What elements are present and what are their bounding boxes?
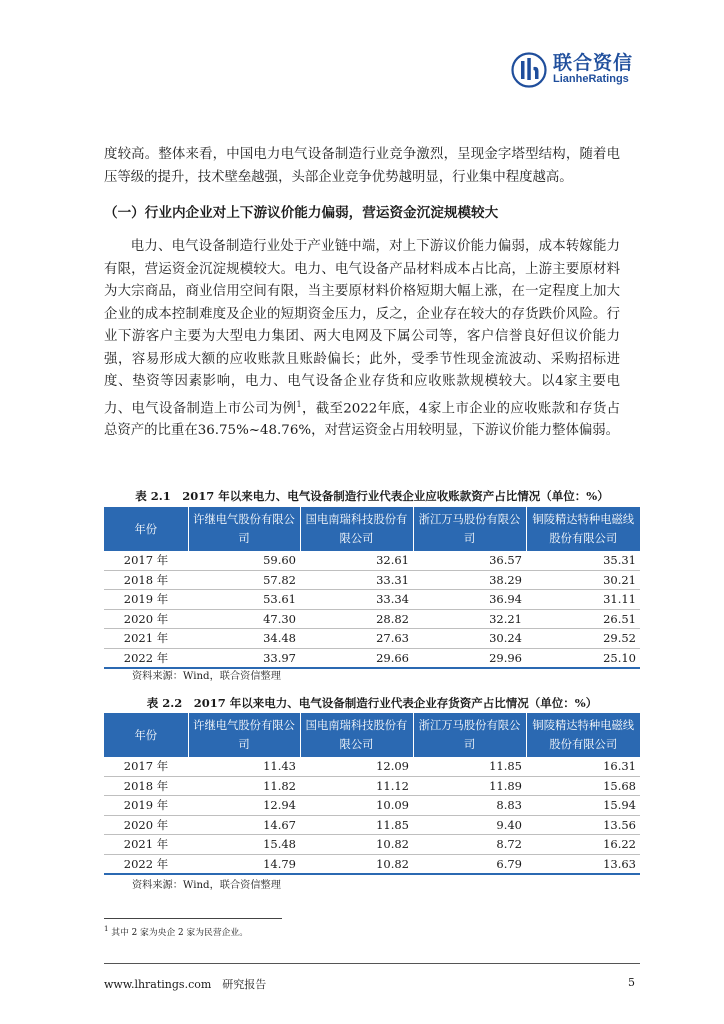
intro-paragraph: 度较高。整体来看，中国电力电气设备制造行业竞争激烈，呈现金字塔型结构，随着电压等级的提升，技术壁垒越强，头部企业竞争优势越明显，行业集中程度越高。 bbox=[104, 147, 620, 185]
table-header-row bbox=[104, 713, 640, 757]
header-xuji: 许继电气股份有限公司 bbox=[188, 507, 300, 551]
year-cell: 2022 年 bbox=[104, 648, 188, 668]
year-cell: 2021 年 bbox=[104, 835, 188, 855]
value-cell: 32.21 bbox=[413, 609, 526, 629]
value-cell: 33.34 bbox=[300, 590, 413, 610]
value-cell: 28.82 bbox=[300, 609, 413, 629]
value-cell: 29.52 bbox=[526, 629, 640, 649]
table1-caption: 表 2.1 2017 年以来电力、电气设备制造行业代表企业应收账款资产占比情况（单位：%） bbox=[135, 489, 609, 503]
footnote-mark: 1 bbox=[104, 925, 109, 934]
table-row bbox=[104, 551, 640, 570]
value-cell: 27.63 bbox=[300, 629, 413, 649]
value-cell: 15.48 bbox=[188, 835, 300, 855]
footnote-divider bbox=[104, 918, 282, 919]
value-cell: 6.79 bbox=[413, 854, 526, 874]
table-row bbox=[104, 854, 640, 874]
header-year: 年份 bbox=[104, 507, 188, 551]
table-row bbox=[104, 835, 640, 855]
value-cell: 12.94 bbox=[188, 796, 300, 816]
table2-source: 资料来源：Wind，联合资信整理 bbox=[132, 880, 281, 891]
value-cell: 33.97 bbox=[188, 648, 300, 668]
year-cell: 2019 年 bbox=[104, 796, 188, 816]
table-row bbox=[104, 796, 640, 816]
header-jingda: 铜陵精达特种电磁线股份有限公司 bbox=[526, 713, 640, 757]
year-cell: 2020 年 bbox=[104, 609, 188, 629]
value-cell: 34.48 bbox=[188, 629, 300, 649]
header-jingda: 铜陵精达特种电磁线股份有限公司 bbox=[526, 507, 640, 551]
value-cell: 26.51 bbox=[526, 609, 640, 629]
value-cell: 35.31 bbox=[526, 551, 640, 570]
value-cell: 10.82 bbox=[300, 835, 413, 855]
value-cell: 30.21 bbox=[526, 570, 640, 590]
value-cell: 10.09 bbox=[300, 796, 413, 816]
value-cell: 36.57 bbox=[413, 551, 526, 570]
header-year: 年份 bbox=[104, 713, 188, 757]
value-cell: 13.56 bbox=[526, 815, 640, 835]
value-cell: 25.10 bbox=[526, 648, 640, 668]
header-wanma: 浙江万马股份有限公司 bbox=[413, 507, 526, 551]
footnote-ref[interactable]: 1 bbox=[296, 399, 302, 409]
year-cell: 2018 年 bbox=[104, 776, 188, 796]
value-cell: 12.09 bbox=[300, 757, 413, 776]
lianhe-logo-icon bbox=[511, 52, 547, 88]
value-cell: 11.85 bbox=[413, 757, 526, 776]
value-cell: 8.72 bbox=[413, 835, 526, 855]
footer-site[interactable]: www.lhratings.com 研究报告 bbox=[104, 978, 267, 991]
value-cell: 11.43 bbox=[188, 757, 300, 776]
value-cell: 29.96 bbox=[413, 648, 526, 668]
value-cell: 57.82 bbox=[188, 570, 300, 590]
value-cell: 31.11 bbox=[526, 590, 640, 610]
value-cell: 29.66 bbox=[300, 648, 413, 668]
table-row bbox=[104, 629, 640, 649]
table-row bbox=[104, 648, 640, 668]
header-nari: 国电南瑞科技股份有限公司 bbox=[300, 507, 413, 551]
inventory-table bbox=[104, 713, 640, 875]
body-paragraph bbox=[104, 236, 620, 443]
table-row bbox=[104, 757, 640, 776]
value-cell: 11.89 bbox=[413, 776, 526, 796]
value-cell: 8.83 bbox=[413, 796, 526, 816]
table-row bbox=[104, 570, 640, 590]
header-xuji: 许继电气股份有限公司 bbox=[188, 713, 300, 757]
body-paragraph-part2: ，截至2022年底，4家上市企业的应收账款和存货占总资产的比重在36.75%~48.76%，对营运资金占用较明显，下游议价能力整体偏弱。 bbox=[104, 400, 620, 439]
year-cell: 2022 年 bbox=[104, 854, 188, 874]
value-cell: 14.79 bbox=[188, 854, 300, 874]
value-cell: 30.24 bbox=[413, 629, 526, 649]
footnote-text: 其中 2 家为央企 2 家为民营企业。 bbox=[111, 928, 249, 938]
value-cell: 11.85 bbox=[300, 815, 413, 835]
footer-divider bbox=[104, 963, 640, 964]
table-row bbox=[104, 776, 640, 796]
page-number: 5 bbox=[628, 976, 635, 989]
year-cell: 2018 年 bbox=[104, 570, 188, 590]
value-cell: 10.82 bbox=[300, 854, 413, 874]
value-cell: 14.67 bbox=[188, 815, 300, 835]
year-cell: 2019 年 bbox=[104, 590, 188, 610]
header-nari: 国电南瑞科技股份有限公司 bbox=[300, 713, 413, 757]
year-cell: 2021 年 bbox=[104, 629, 188, 649]
body-paragraph-part1: 电力、电气设备制造行业处于产业链中端，对上下游议价能力偏弱，成本转嫁能力有限，营运资金沉淀规模较大。电力、电气设备产品材料成本占比高，上游主要原材料为大宗商品，商业信用空间有限，当主要原材料价格短期大幅上涨，在一定程度上加大企业的成本控制难度及企业的短期资金压力，反之，企业存在较大的存货跌价风险。行业下游客户主要为大型电力集团、两大电网及下属公司等，客户信誉良好但议价能力强，容易形成大额的应收账款且账龄偏长；此外，受季节性现金流波动、采购招标进度、垫资等因素影响，电力、电气设备企业存货和应收账款规模较大。以4家主要电力、电气设备制造上市公司为例 bbox=[104, 239, 620, 416]
table2-caption: 表 2.2 2017 年以来电力、电气设备制造行业代表企业存货资产占比情况（单位：%） bbox=[146, 696, 598, 710]
value-cell: 16.31 bbox=[526, 757, 640, 776]
value-cell: 53.61 bbox=[188, 590, 300, 610]
year-cell: 2017 年 bbox=[104, 757, 188, 776]
table-header-row bbox=[104, 507, 640, 551]
value-cell: 59.60 bbox=[188, 551, 300, 570]
table-row bbox=[104, 815, 640, 835]
table-row bbox=[104, 590, 640, 610]
value-cell: 11.82 bbox=[188, 776, 300, 796]
value-cell: 33.31 bbox=[300, 570, 413, 590]
table-row bbox=[104, 609, 640, 629]
value-cell: 9.40 bbox=[413, 815, 526, 835]
value-cell: 36.94 bbox=[413, 590, 526, 610]
value-cell: 13.63 bbox=[526, 854, 640, 874]
year-cell: 2017 年 bbox=[104, 551, 188, 570]
header-wanma: 浙江万马股份有限公司 bbox=[413, 713, 526, 757]
value-cell: 15.94 bbox=[526, 796, 640, 816]
value-cell: 32.61 bbox=[300, 551, 413, 570]
value-cell: 38.29 bbox=[413, 570, 526, 590]
logo-english-name: LianheRatings bbox=[553, 73, 629, 86]
value-cell: 15.68 bbox=[526, 776, 640, 796]
value-cell: 16.22 bbox=[526, 835, 640, 855]
logo-chinese-name: 联合资信 bbox=[553, 52, 634, 75]
table1-source: 资料来源：Wind，联合资信整理 bbox=[132, 671, 281, 682]
value-cell: 11.12 bbox=[300, 776, 413, 796]
section-heading: （一）行业内企业对上下游议价能力偏弱，营运资金沉淀规模较大 bbox=[104, 205, 499, 221]
year-cell: 2020 年 bbox=[104, 815, 188, 835]
lianhe-logo bbox=[511, 52, 633, 88]
value-cell: 47.30 bbox=[188, 609, 300, 629]
receivables-table bbox=[104, 507, 640, 669]
footnote bbox=[104, 925, 248, 938]
